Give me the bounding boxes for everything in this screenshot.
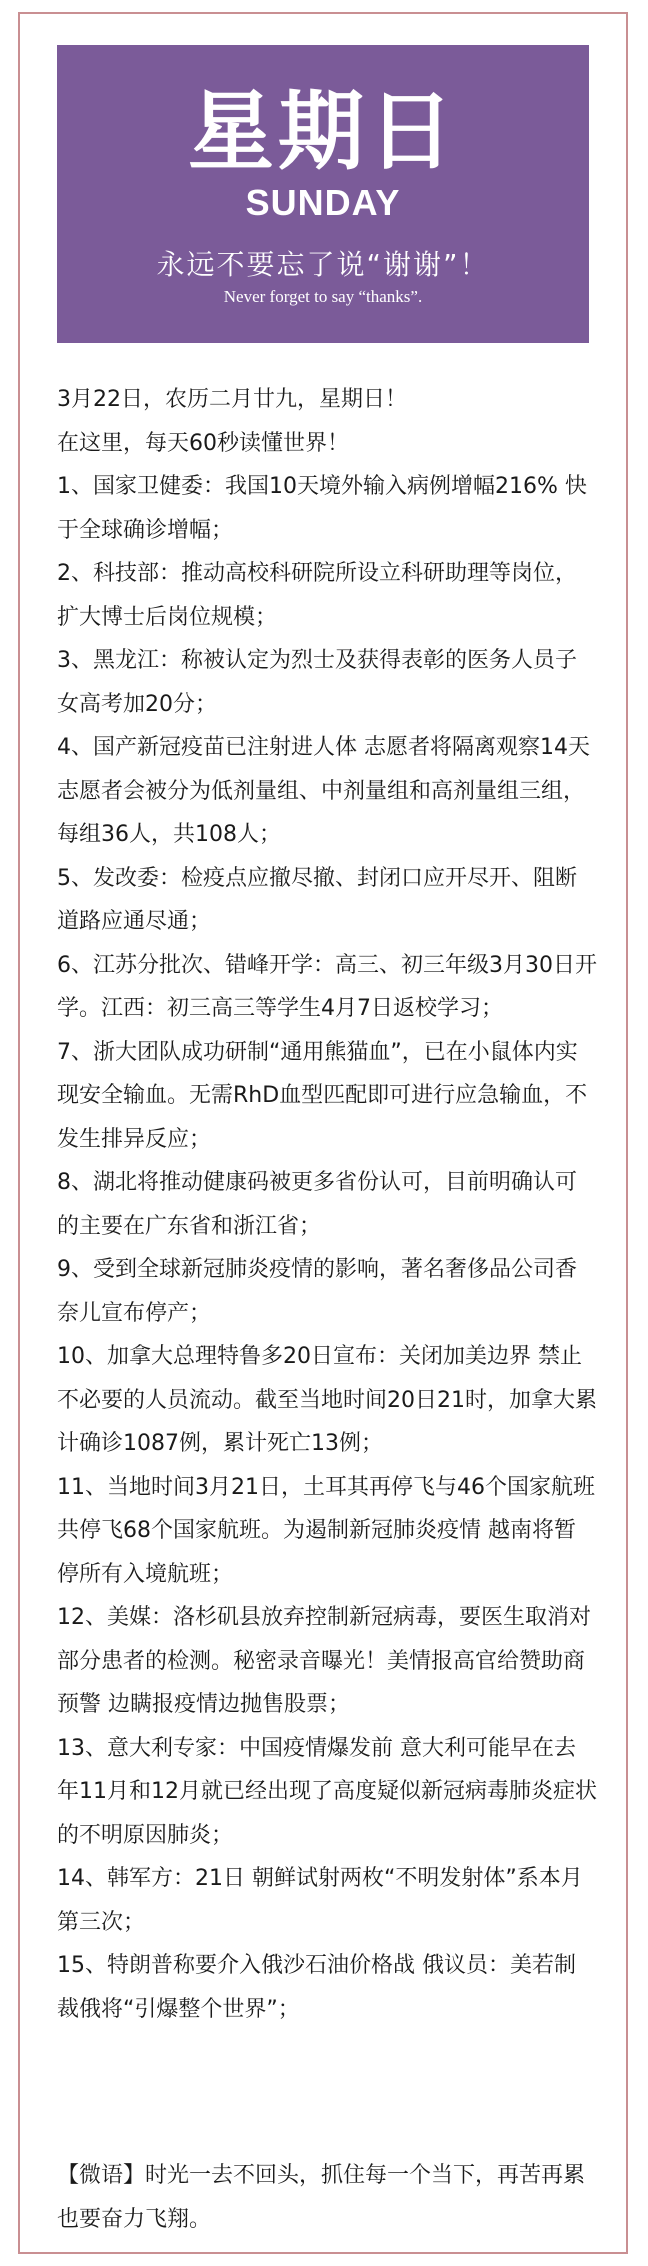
news-item: 8、湖北将推动健康码被更多省份认可，目前明确认可的主要在广东省和浙江省； xyxy=(57,1170,577,1239)
slogan-zh: 永远不要忘了说“谢谢”！ xyxy=(156,248,490,281)
news-item: 15、特朗普称要介入俄沙石油价格战 俄议员：美若制裁俄将“引爆整个世界”； xyxy=(57,1953,576,2022)
news-item: 11、当地时间3月21日，土耳其再停飞与46个国家航班 共停飞68个国家航班。为遏制新冠肺炎疫情 越南将暂停所有入境航班； xyxy=(57,1474,595,1587)
news-item: 3、黑龙江：称被认定为烈士及获得表彰的医务人员子女高考加20分； xyxy=(57,648,577,717)
day-title-en: SUNDAY xyxy=(245,182,401,223)
news-content xyxy=(57,378,597,2232)
news-item: 14、韩军方：21日 朝鲜试射两枚“不明发射体”系本月第三次； xyxy=(57,1866,583,1935)
tagline: 在这里，每天60秒读懂世界！ xyxy=(57,430,349,456)
news-item: 5、发改委：检疫点应撤尽撤、封闭口应开尽开、阻断道路应通尽通； xyxy=(57,865,577,934)
date-line: 3月22日，农历二月廿九，星期日！ xyxy=(57,387,407,412)
news-item: 13、意大利专家：中国疫情爆发前 意大利可能早在去年11月和12月就已经出现了高度疑似新冠病毒肺炎症状的不明原因肺炎； xyxy=(57,1735,597,1848)
news-item: 4、国产新冠疫苗已注射进人体 志愿者将隔离观察14天 志愿者会被分为低剂量组、中剂量组和高剂量组三组，每组36人，共108人； xyxy=(57,735,590,847)
motto: 【微语】时光一去不回头，抓住每一个当下，再苦再累也要奋力飞翔。 xyxy=(57,2163,586,2232)
day-banner xyxy=(57,45,589,343)
news-item: 2、科技部：推动高校科研院所设立科研助理等岗位，扩大博士后岗位规模； xyxy=(57,561,577,630)
news-item: 6、江苏分批次、错峰开学：高三、初三年级3月30日开学。江西：初三高三等学生4月7日返校学习； xyxy=(57,952,597,1021)
news-item: 10、加拿大总理特鲁多20日宣布：关闭加美边界 禁止不必要的人员流动。截至当地时间20日21时，加拿大累计确诊1087例，累计死亡13例； xyxy=(57,1344,597,1456)
slogan-en: Never forget to say “thanks”. xyxy=(223,287,423,306)
news-item: 7、浙大团队成功研制“通用熊猫血”，已在小鼠体内实现安全输血。无需RhD血型匹配即可进行应急输血，不发生排异反应； xyxy=(57,1039,588,1152)
day-title-zh: 星期日 xyxy=(188,82,458,182)
news-item: 12、美媒：洛杉矶县放弃控制新冠病毒，要医生取消对部分患者的检测。秘密录音曝光！美情报高官给赞助商预警 边瞒报疫情边抛售股票； xyxy=(57,1605,591,1717)
news-item: 9、受到全球新冠肺炎疫情的影响，著名奢侈品公司香奈儿宣布停产； xyxy=(57,1257,577,1326)
news-item: 1、国家卫健委：我国10天境外输入病例增幅216% 快于全球确诊增幅； xyxy=(57,474,587,543)
